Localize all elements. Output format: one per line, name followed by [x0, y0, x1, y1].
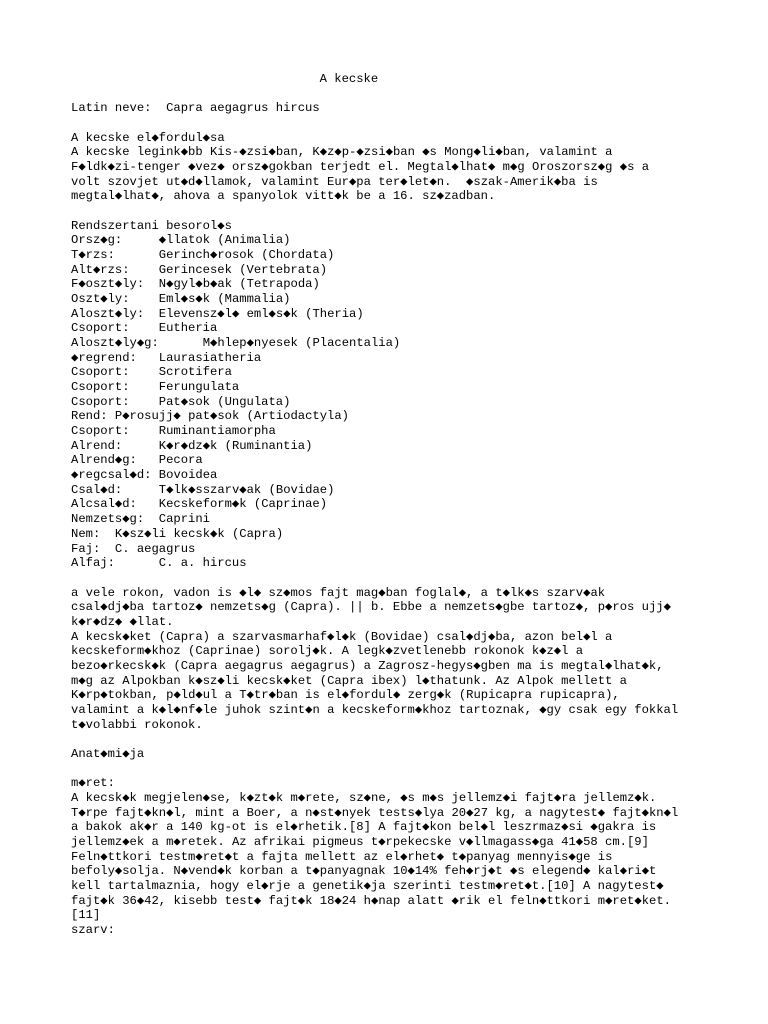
- document-line: Rendszertani besorol◆s: [71, 218, 232, 233]
- document-line: a vele rokon, vadon is ◆l◆ sz◆mos fajt mag◆ban foglal◆, a t◆lk◆s szarv◆ak: [71, 585, 606, 600]
- document-line: Oszt◆ly: Eml◆s◆k (Mammalia): [71, 292, 291, 307]
- document-line: [71, 204, 711, 219]
- document-line: F◆ldk◆zi-tenger ◆vez◆ orsz◆gokban terjedt el. Megtal◆lhat◆ m◆g Oroszorsz◆g ◆s a: [71, 160, 650, 175]
- document-line: [71, 116, 711, 131]
- document-line: jellemz◆ek a m◆retek. Az afrikai pigmeus t◆rpekecske v◆llmagass◆ga 41◆58 cm.[9]: [71, 834, 649, 849]
- document-line: Aloszt◆ly: Elevensz◆l◆ eml◆s◆k (Theria): [71, 306, 364, 321]
- document-line: T◆rzs: Gerinch◆rosok (Chordata): [71, 248, 335, 263]
- document-line: Csoport: Pat◆sok (Ungulata): [71, 394, 291, 409]
- document-line: A kecsk◆ket (Capra) a szarvasmarhaf◆l◆k (Bovidae) csal◆dj◆ba, azon bel◆l a: [71, 629, 613, 644]
- document-line: kecskeform◆khoz (Caprinae) sorolj◆k. A legk◆zvetlenebb rokonok k◆z◆l a: [71, 644, 584, 659]
- document-line: a bakok ak◆r a 140 kg-ot is el◆rhetik.[8] A fajt◆kon bel◆l leszrmaz◆si ◆gakra is: [71, 820, 657, 835]
- document-line: Csoport: Scrotifera: [71, 365, 232, 380]
- document-line: [71, 762, 711, 777]
- document-line: Csal◆d: T◆lk◆sszarv◆ak (Bovidae): [71, 482, 335, 497]
- document-line: Alcsal◆d: Kecskeform◆k (Caprinae): [71, 497, 328, 512]
- document-line: m◆ret:: [71, 776, 115, 791]
- document-line: befoly◆solja. N◆vend◆k korban a t◆panyagnak 10◆14% feh◆rj◆t ◆s elegend◆ kal◆ri◆t: [71, 864, 657, 879]
- document-line: [71, 732, 711, 747]
- document-line: m◆g az Alpokban k◆sz◆li kecsk◆ket (Capra ibex) l◆thatunk. Az Alpok mellett a: [71, 673, 627, 688]
- document-line: Nemzets◆g: Caprini: [71, 512, 210, 527]
- document-line: Orsz◆g: ◆llatok (Animalia): [71, 233, 291, 248]
- document-line: Nem: K◆sz◆li kecsk◆k (Capra): [71, 526, 284, 541]
- document-line: Alrend: K◆r◆dz◆k (Ruminantia): [71, 438, 313, 453]
- document-text: [71, 72, 711, 938]
- document-line: Rend: P◆rosujj◆ pat◆sok (Artiodactyla): [71, 409, 349, 424]
- document-line: Alrend◆g: Pecora: [71, 453, 203, 468]
- document-line: A kecske el◆fordul◆sa: [71, 130, 225, 145]
- document-line: Aloszt◆ly◆g: M◆hlep◆nyesek (Placentalia): [71, 336, 401, 351]
- document-line: valamint a k◆l◆nf◆le juhok szint◆n a kecskeform◆khoz tartoznak, ◆gy csak egy fokkal: [71, 702, 679, 717]
- document-line: [71, 571, 711, 586]
- document-line: Anat◆mi◆ja: [71, 746, 145, 761]
- document-line: bezo◆rkecsk◆k (Capra aegagrus aegagrus) a Zagrosz-hegys◆gben ma is megtal◆lhat◆k,: [71, 658, 664, 673]
- document-line: Alt◆rzs: Gerincesek (Vertebrata): [71, 262, 328, 277]
- document-line: Csoport: Ruminantiamorpha: [71, 424, 276, 439]
- document-line: csal◆dj◆ba tartoz◆ nemzets◆g (Capra). || b. Ebbe a nemzets◆gbe tartoz◆, p◆ros ujj◆: [71, 600, 671, 615]
- document-line: T◆rpe fajt◆kn◆l, mint a Boer, a n◆st◆nyek tests◆lya 20◆27 kg, a nagytest◆ fajt◆kn◆l: [71, 805, 679, 820]
- document-line: ◆regrend: Laurasiatheria: [71, 350, 262, 365]
- document-line: [11]: [71, 908, 101, 923]
- document-line: Feln◆ttkori testm◆ret◆t a fajta mellett az el◆rhet◆ t◆panyag mennyis◆ge is: [71, 849, 613, 864]
- document-line: volt szovjet ut◆d◆llamok, valamint Eur◆pa ter◆let◆n. ◆szak-Amerik◆ba is: [71, 174, 598, 189]
- document-line: Csoport: Ferungulata: [71, 380, 240, 395]
- document-line: t◆volabbi rokonok.: [71, 717, 203, 732]
- document-line: kell tartalmaznia, hogy el◆rje a genetik◆ja szerinti testm◆ret◆t.[10] A nagytest◆: [71, 878, 664, 893]
- document-line: F◆oszt◆ly: N◆gyl◆b◆ak (Tetrapoda): [71, 277, 320, 292]
- document-line: A kecske legink◆bb Kis-◆zsi◆ban, K◆z◆p-◆zsi◆ban ◆s Mong◆li◆ban, valamint a: [71, 145, 613, 160]
- document-line: Alfaj: C. a. hircus: [71, 556, 247, 571]
- document-line: Csoport: Eutheria: [71, 321, 218, 336]
- document-line: Faj: C. aegagrus: [71, 541, 196, 556]
- document-line: [71, 87, 711, 102]
- document-line: ◆regcsal◆d: Bovoidea: [71, 468, 218, 483]
- document-line: A kecsk◆k megjelen◆se, k◆zt◆k m◆rete, sz◆ne, ◆s m◆s jellemz◆i fajt◆ra jellemz◆k.: [71, 790, 657, 805]
- document-line: K◆rp◆tokban, p◆ld◆ul a T◆tr◆ban is el◆fordul◆ zerg◆k (Rupicapra rupicapra),: [71, 688, 620, 703]
- document-line: megtal◆lhat◆, ahova a spanyolok vitt◆k be a 16. sz◆zadban.: [71, 189, 496, 204]
- document-line: k◆r◆dz◆ ◆llat.: [71, 614, 174, 629]
- document-line: A kecske: [71, 72, 379, 86]
- document-line: Latin neve: Capra aegagrus hircus: [71, 101, 320, 116]
- document-line: szarv:: [71, 922, 115, 937]
- document-line: fajt◆k 36◆42, kisebb test◆ fajt◆k 18◆24 h◆nap alatt ◆rik el feln◆ttkori m◆ret◆ket.: [71, 893, 671, 908]
